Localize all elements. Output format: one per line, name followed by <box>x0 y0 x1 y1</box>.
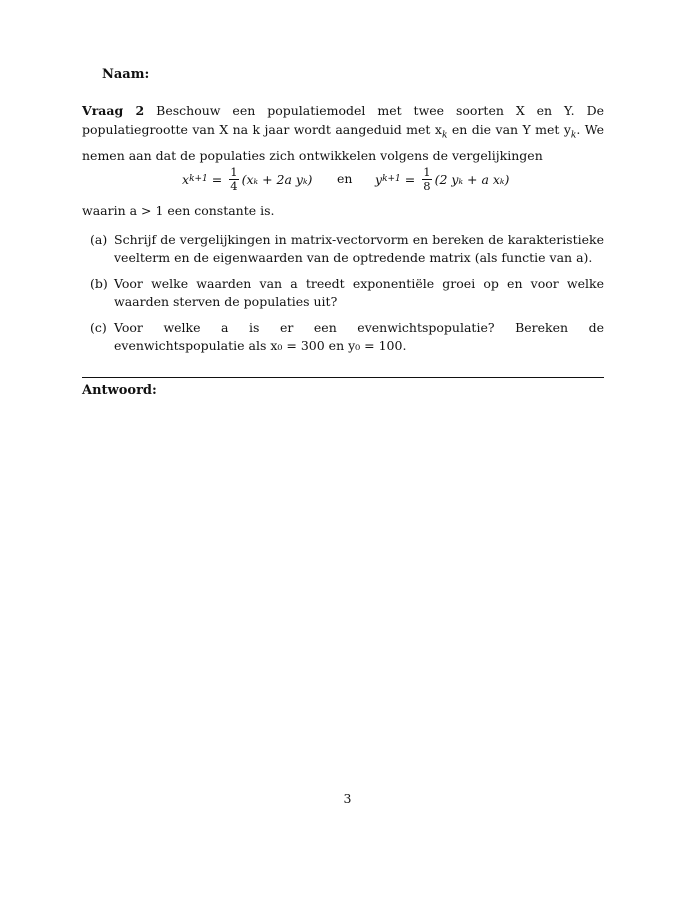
intro-sub-y: k <box>570 130 577 141</box>
condition-text: waarin a > 1 een constante is. <box>82 203 275 218</box>
intro-text-1: Beschouw een populatiemodel met twee soorten X en Y. De populatiegrootte van X na k jaar wordt aangeduid met x <box>82 103 604 137</box>
horizontal-rule <box>82 377 604 378</box>
eq1-lhs: x <box>182 171 190 187</box>
subquestion-text: Voor welke waarden van a treedt exponentiële groei op en voor welke waarden sterven de populaties uit? <box>114 276 604 309</box>
eq2-frac-den: 8 <box>423 178 431 193</box>
eq2-fraction <box>422 166 431 193</box>
eq1-rhs: (xₖ + 2a yₖ) <box>241 171 313 187</box>
eq2-frac-num: 1 <box>423 164 431 179</box>
equations <box>182 159 512 199</box>
subquestion-c <box>82 319 604 355</box>
eq1-frac-den: 4 <box>230 178 238 193</box>
eq1-lhs-sub: k+1 <box>189 174 208 184</box>
equation-connector: en <box>337 171 353 186</box>
subquestion-text: Voor welke a is er een evenwichtspopulatie? Bereken de evenwichtspopulatie als x₀ = 300 en y₀ = 100. <box>114 320 604 353</box>
subquestions <box>82 231 604 363</box>
equation-x: x k+1 = $\frac{1}{4}$ (xₖ + 2a yₖ) <box>182 164 313 193</box>
subquestion-mark: (a) <box>90 232 108 247</box>
eq2-rhs: (2 yₖ + a xₖ) <box>434 171 510 187</box>
eq1-fraction <box>229 166 238 193</box>
intro-sub-x: k <box>441 130 448 141</box>
intro-text-3: . We nemen aan dat de populaties zich ontwikkelen volgens de vergelijkingen <box>82 122 604 163</box>
intro-text-2: en die van Y met y <box>447 122 571 137</box>
eq1-frac-num: 1 <box>230 164 238 179</box>
subquestion-mark: (c) <box>90 320 107 335</box>
eq2-lhs-sub: k+1 <box>382 174 401 184</box>
subquestion-mark: (b) <box>90 276 108 291</box>
question-label: Vraag 2 <box>82 103 145 118</box>
eq2-lhs: y <box>375 171 383 187</box>
subquestion-a <box>82 231 604 267</box>
subquestion-b <box>82 275 604 311</box>
question-intro <box>82 101 604 165</box>
answer-label: Antwoord: <box>82 383 157 398</box>
subquestion-text: Schrijf de vergelijkingen in matrix-vectorvorm en bereken de karakteristieke veelterm en de eigenwaarden van de optredende matrix (als functie van a). <box>114 232 604 265</box>
equation-y: y k+1 = $\frac{1}{8}$ (2 yₖ + a xₖ) <box>375 164 510 193</box>
page-number: 3 <box>343 791 352 806</box>
name-label: Naam: <box>102 67 150 82</box>
